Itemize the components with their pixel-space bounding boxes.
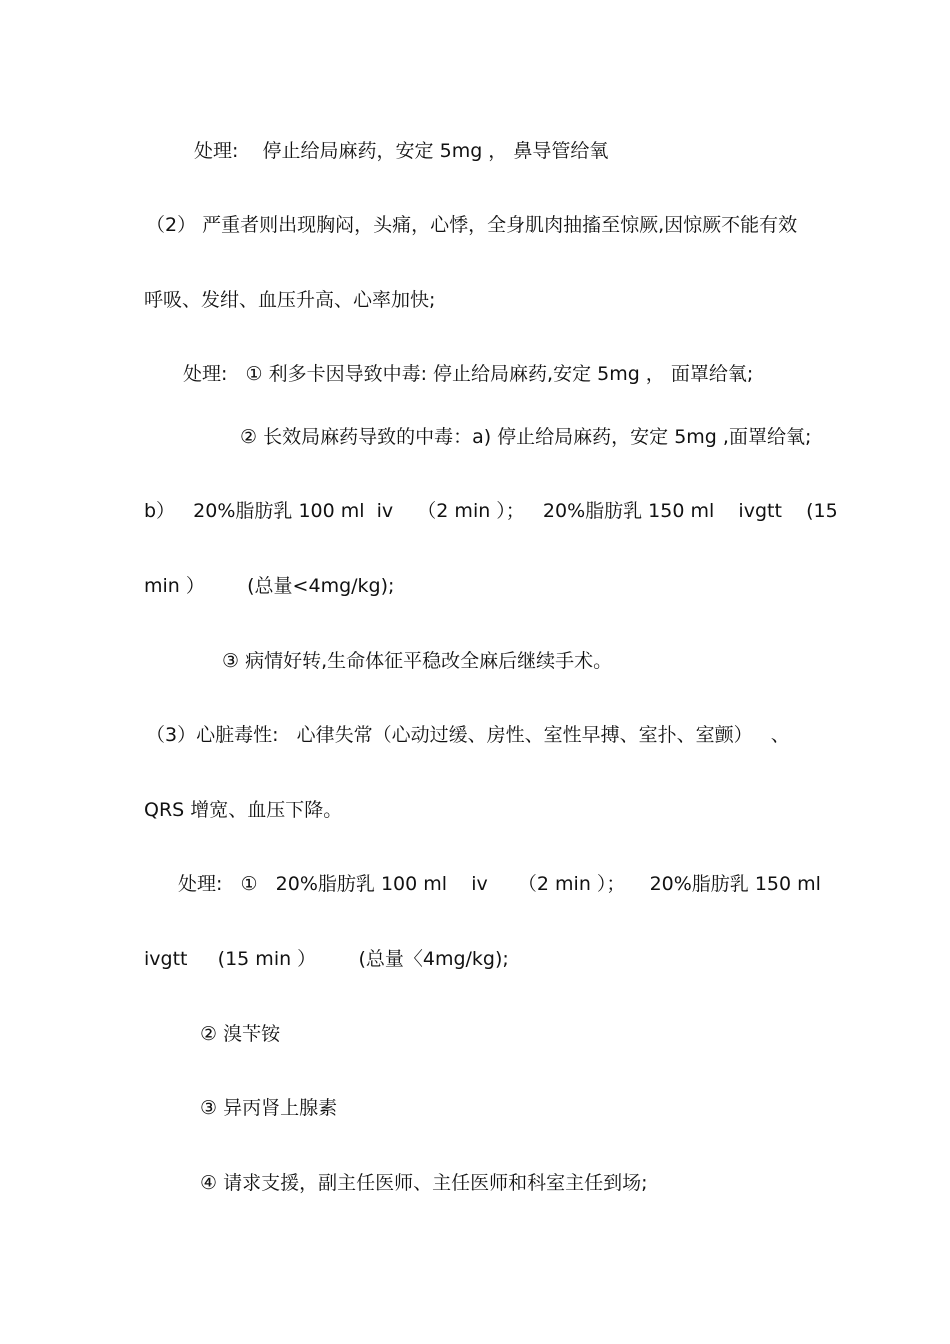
text-line: ③ 病情好转,生命体征平稳改全麻后继续手术。 [222,650,613,672]
text-line: ③ 异丙肾上腺素 [200,1097,338,1119]
text-line: b） 20%脂肪乳 100 ml iv （2 min ）； 20%脂肪乳 150 ml ivgtt (15 [144,500,838,522]
text-line: ④ 请求支援，副主任医师、主任医师和科室主任到场; [200,1172,648,1194]
text-line: ② 溴苄铵 [200,1023,281,1045]
text-line: ivgtt (15 min ） (总量〈4mg/kg); [144,948,509,970]
text-line: 处理: ① 20%脂肪乳 100 ml iv （2 min ）； 20%脂肪乳 150 ml [178,873,821,895]
text-line: min ） (总量<4mg/kg); [144,575,395,597]
text-line: QRS 增宽、血压下降。 [144,799,343,821]
text-line: （2） 严重者则出现胸闷，头痛，心悸，全身肌肉抽搐至惊厥,因惊厥不能有效 [146,214,798,236]
text-line: 处理: ① 利多卡因导致中毒: 停止给局麻药,安定 5mg ， 面罩给氧; [183,363,754,385]
text-line: 呼吸、发绀、血压升高、心率加快; [144,289,436,311]
text-line: （3）心脏毒性: 心律失常（心动过缓、房性、室性早搏、室扑、室颤） 、 [146,724,790,746]
text-line: ② 长效局麻药导致的中毒：a) 停止给局麻药，安定 5mg ,面罩给氧; [240,426,812,448]
text-line: 处理: 停止给局麻药，安定 5mg ， 鼻导管给氧 [194,140,609,162]
